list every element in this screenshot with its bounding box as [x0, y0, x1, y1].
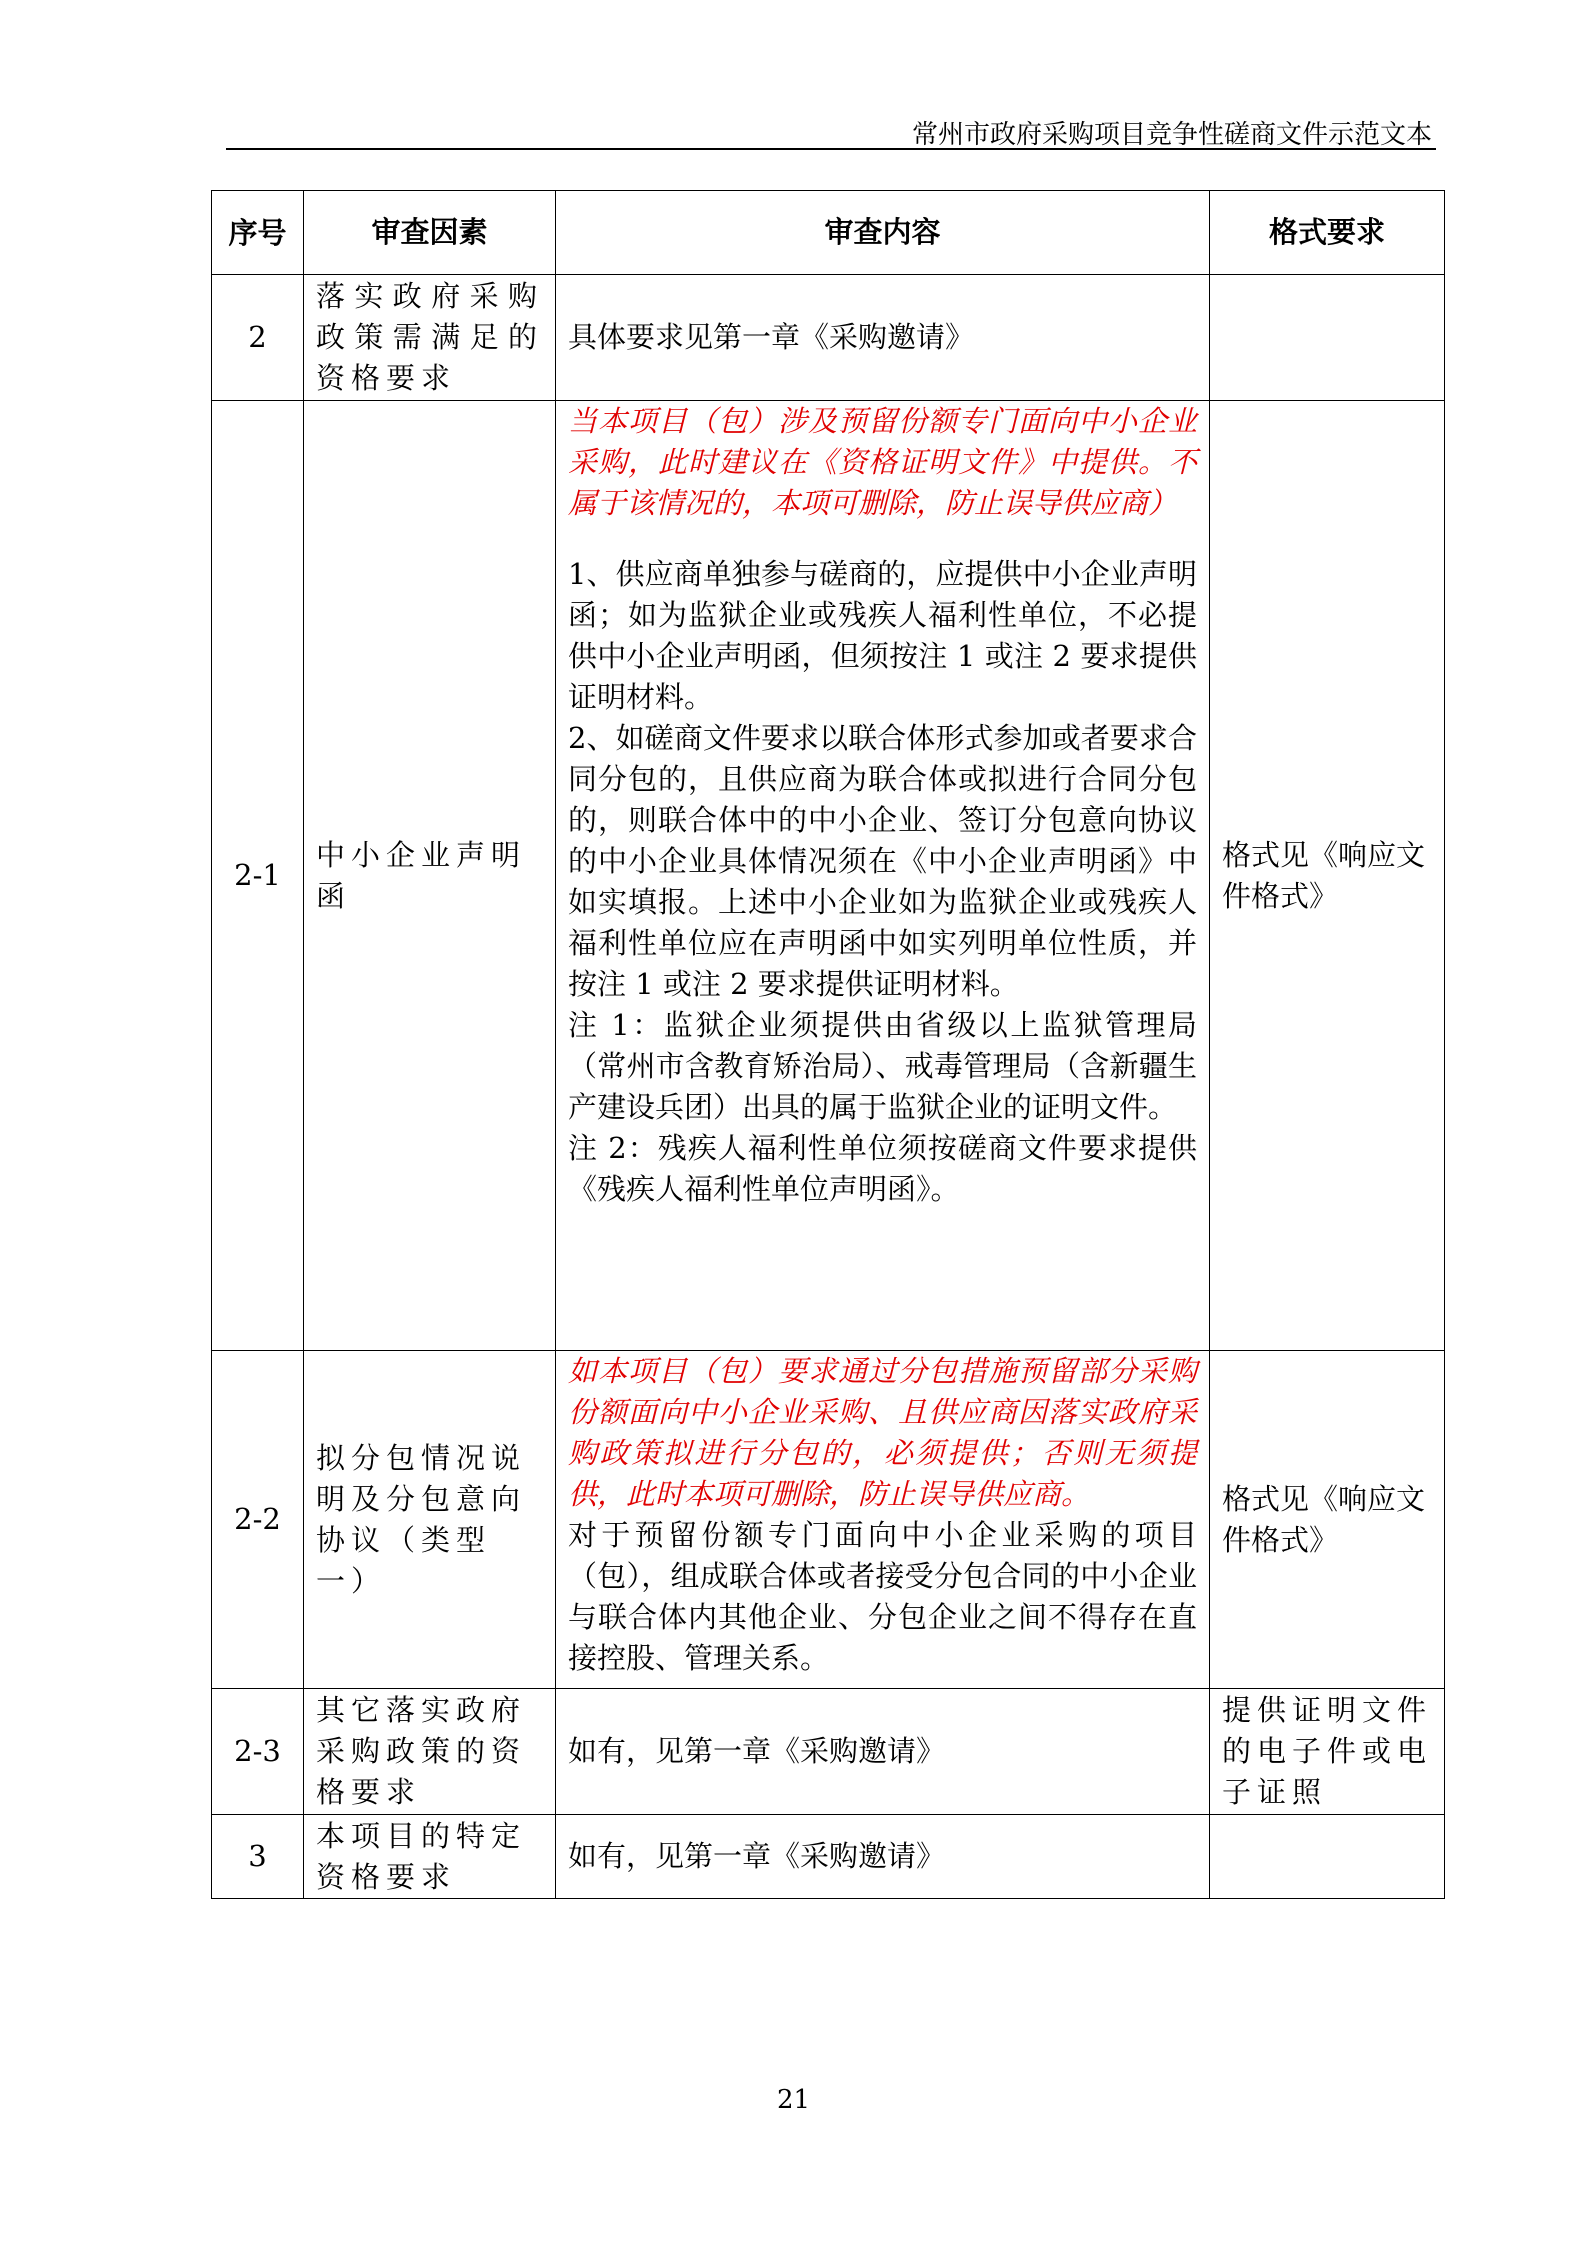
table-row — [212, 1689, 1445, 1815]
row-format — [1210, 1815, 1445, 1899]
table-row — [212, 1815, 1445, 1899]
row-format — [1210, 275, 1445, 401]
content-paragraph: 1、供应商单独参与磋商的，应提供中小企业声明函；如为监狱企业或残疾人福利性单位，不必提供中小企业声明函，但须按注 1 或注 2 要求提供证明材料。 — [568, 557, 1197, 714]
header-format: 格式要求 — [1210, 191, 1445, 275]
row-no: 2-1 — [212, 401, 304, 1351]
document-title: 常州市政府采购项目竞争性磋商文件示范文本 — [911, 120, 1432, 150]
header-content: 审查内容 — [556, 191, 1210, 275]
row-content — [556, 401, 1210, 1351]
table-header-row — [212, 191, 1445, 275]
row-factor: 本项目的特定资格要求 — [304, 1815, 556, 1899]
row-no: 2-3 — [212, 1689, 304, 1815]
row-content: 具体要求见第一章《采购邀请》 — [556, 275, 1210, 401]
row-format: 格式见《响应文件格式》 — [1210, 1351, 1445, 1689]
content-paragraph: 注 2：残疾人福利性单位须按磋商文件要求提供《残疾人福利性单位声明函》。 — [568, 1131, 1197, 1206]
row-factor: 拟分包情况说明及分包意向协议（类型一） — [304, 1351, 556, 1689]
table-row — [212, 401, 1445, 1351]
row-factor: 落实政府采购政策需满足的资格要求 — [304, 275, 556, 401]
row-no: 2 — [212, 275, 304, 401]
row-format: 格式见《响应文件格式》 — [1210, 401, 1445, 1351]
content-paragraph: 注 1：监狱企业须提供由省级以上监狱管理局（常州市含教育矫治局）、戒毒管理局（含新疆生产建设兵团）出具的属于监狱企业的证明文件。 — [568, 1008, 1197, 1124]
row-format: 提供证明文件的电子件或电子证照 — [1210, 1689, 1445, 1815]
header-no: 序号 — [212, 191, 304, 275]
page-number: 21 — [776, 2085, 811, 2115]
table-row — [212, 275, 1445, 401]
page-header — [226, 112, 1436, 150]
table-row — [212, 1351, 1445, 1689]
content-paragraph: 对于预留份额专门面向中小企业采购的项目（包），组成联合体或者接受分包合同的中小企业与联合体内其他企业、分包企业之间不得存在直接控股、管理关系。 — [568, 1518, 1197, 1675]
row-content: 如有，见第一章《采购邀请》 — [556, 1815, 1210, 1899]
row-factor: 其它落实政府采购政策的资格要求 — [304, 1689, 556, 1815]
header-factor: 审查因素 — [304, 191, 556, 275]
content-paragraph: 2、如磋商文件要求以联合体形式参加或者要求合同分包的，且供应商为联合体或拟进行合同分包的，则联合体中的中小企业、签订分包意向协议的中小企业具体情况须在《中小企业声明函》中如实填报。上述中小企业如为监狱企业或残疾人福利性单位应在声明函中如实列明单位性质，并按注 1 或注 2 要求提供证明材料。 — [568, 721, 1197, 1001]
review-table — [211, 190, 1445, 1899]
row-content — [556, 1351, 1210, 1689]
content-note-red: 当本项目（包）涉及预留份额专门面向中小企业采购，此时建议在《资格证明文件》中提供。不属于该情况的，本项可删除，防止误导供应商） — [568, 404, 1197, 520]
row-no: 3 — [212, 1815, 304, 1899]
content-note-red: 如本项目（包）要求通过分包措施预留部分采购份额面向中小企业采购、且供应商因落实政府采购政策拟进行分包的，必须提供；否则无须提供，此时本项可删除，防止误导供应商。 — [568, 1354, 1197, 1511]
row-no: 2-2 — [212, 1351, 304, 1689]
row-factor: 中小企业声明函 — [304, 401, 556, 1351]
row-content: 如有，见第一章《采购邀请》 — [556, 1689, 1210, 1815]
